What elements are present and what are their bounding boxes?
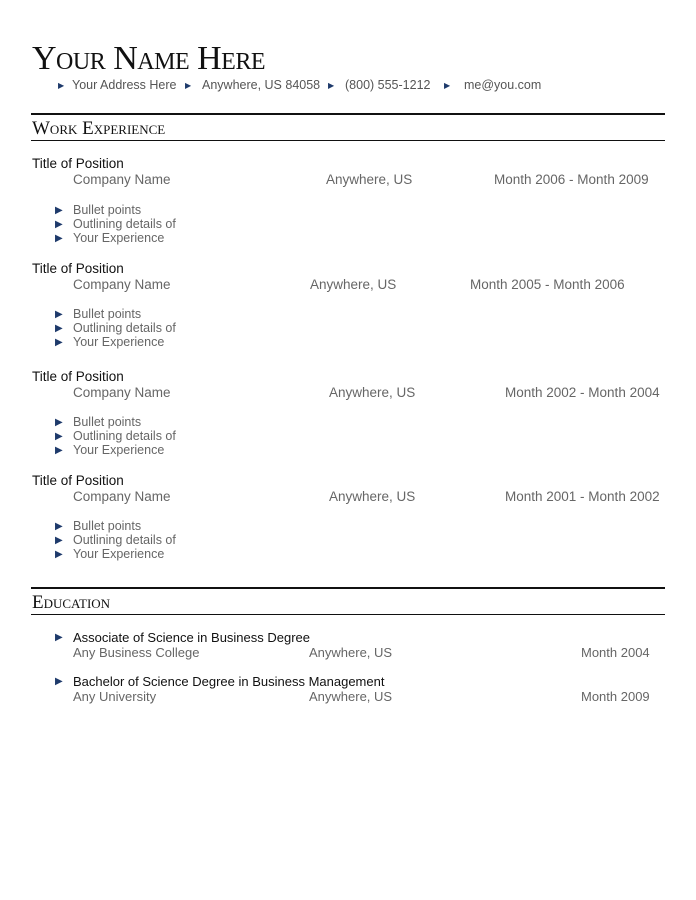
job-location: Anywhere, US [329, 385, 416, 400]
job-location: Anywhere, US [310, 277, 397, 292]
job-title: Title of Position [32, 473, 124, 488]
job-location: Anywhere, US [329, 489, 416, 504]
triangle-bullet-icon: ▶ [55, 337, 63, 348]
job-bullet: Bullet points [73, 519, 142, 533]
triangle-bullet-icon: ▶ [55, 309, 63, 320]
education-heading: Education [32, 592, 111, 613]
triangle-bullet-icon: ▶ [55, 219, 63, 230]
job-title: Title of Position [32, 156, 124, 171]
job-dates: Month 2006 - Month 2009 [494, 172, 649, 187]
education-degree: Associate of Science in Business Degree [73, 630, 311, 645]
triangle-bullet-icon: ▶ [55, 676, 63, 687]
job-company: Company Name [73, 277, 171, 292]
job-bullet: Bullet points [73, 203, 142, 217]
contact-email[interactable]: me@you.com [464, 78, 542, 92]
triangle-bullet-icon: ▶ [55, 549, 63, 560]
job-bullet: Your Experience [73, 335, 165, 349]
education-location: Anywhere, US [309, 689, 393, 704]
job-dates: Month 2001 - Month 2002 [505, 489, 660, 504]
job-bullet: Your Experience [73, 443, 165, 457]
education-location: Anywhere, US [309, 645, 393, 660]
section-rule-top [31, 113, 665, 115]
triangle-bullet-icon: ▶ [55, 632, 63, 643]
job-title: Title of Position [32, 261, 124, 276]
triangle-bullet-icon: ▶ [55, 323, 63, 334]
triangle-bullet-icon: ▶ [55, 431, 63, 442]
job-company: Company Name [73, 489, 171, 504]
triangle-bullet-icon: ▶ [55, 445, 63, 456]
job-bullet: Your Experience [73, 547, 165, 561]
resume-name: Your Name Here [32, 40, 265, 77]
job-title: Title of Position [32, 369, 124, 384]
job-company: Company Name [73, 172, 171, 187]
job-bullet: Outlining details of [73, 533, 176, 547]
work-experience-heading: Work Experience [32, 118, 166, 139]
job-bullet: Outlining details of [73, 217, 176, 231]
section-rule-bottom [31, 614, 665, 615]
contact-phone: (800) 555-1212 [345, 78, 431, 92]
job-bullet: Your Experience [73, 231, 165, 245]
education-date: Month 2004 [581, 645, 650, 660]
section-rule-bottom [31, 140, 665, 141]
education-degree: Bachelor of Science Degree in Business Management [73, 674, 385, 689]
triangle-bullet-icon: ▶ [55, 535, 63, 546]
job-bullet: Bullet points [73, 307, 142, 321]
job-dates: Month 2005 - Month 2006 [470, 277, 625, 292]
triangle-bullet-icon: ▶ [328, 81, 335, 90]
triangle-bullet-icon: ▶ [58, 81, 65, 90]
triangle-bullet-icon: ▶ [55, 521, 63, 532]
education-date: Month 2009 [581, 689, 650, 704]
job-dates: Month 2002 - Month 2004 [505, 385, 660, 400]
triangle-bullet-icon: ▶ [55, 205, 63, 216]
triangle-bullet-icon: ▶ [444, 81, 451, 90]
contact-city: Anywhere, US 84058 [202, 78, 321, 92]
job-bullet: Outlining details of [73, 321, 176, 335]
contact-address: Your Address Here [72, 78, 177, 92]
job-bullet: Bullet points [73, 415, 142, 429]
job-bullet: Outlining details of [73, 429, 176, 443]
triangle-bullet-icon: ▶ [55, 417, 63, 428]
job-company: Company Name [73, 385, 171, 400]
triangle-bullet-icon: ▶ [185, 81, 192, 90]
education-school: Any Business College [73, 645, 200, 660]
education-school: Any University [73, 689, 157, 704]
triangle-bullet-icon: ▶ [55, 233, 63, 244]
section-rule-top [31, 587, 665, 589]
job-location: Anywhere, US [326, 172, 413, 187]
